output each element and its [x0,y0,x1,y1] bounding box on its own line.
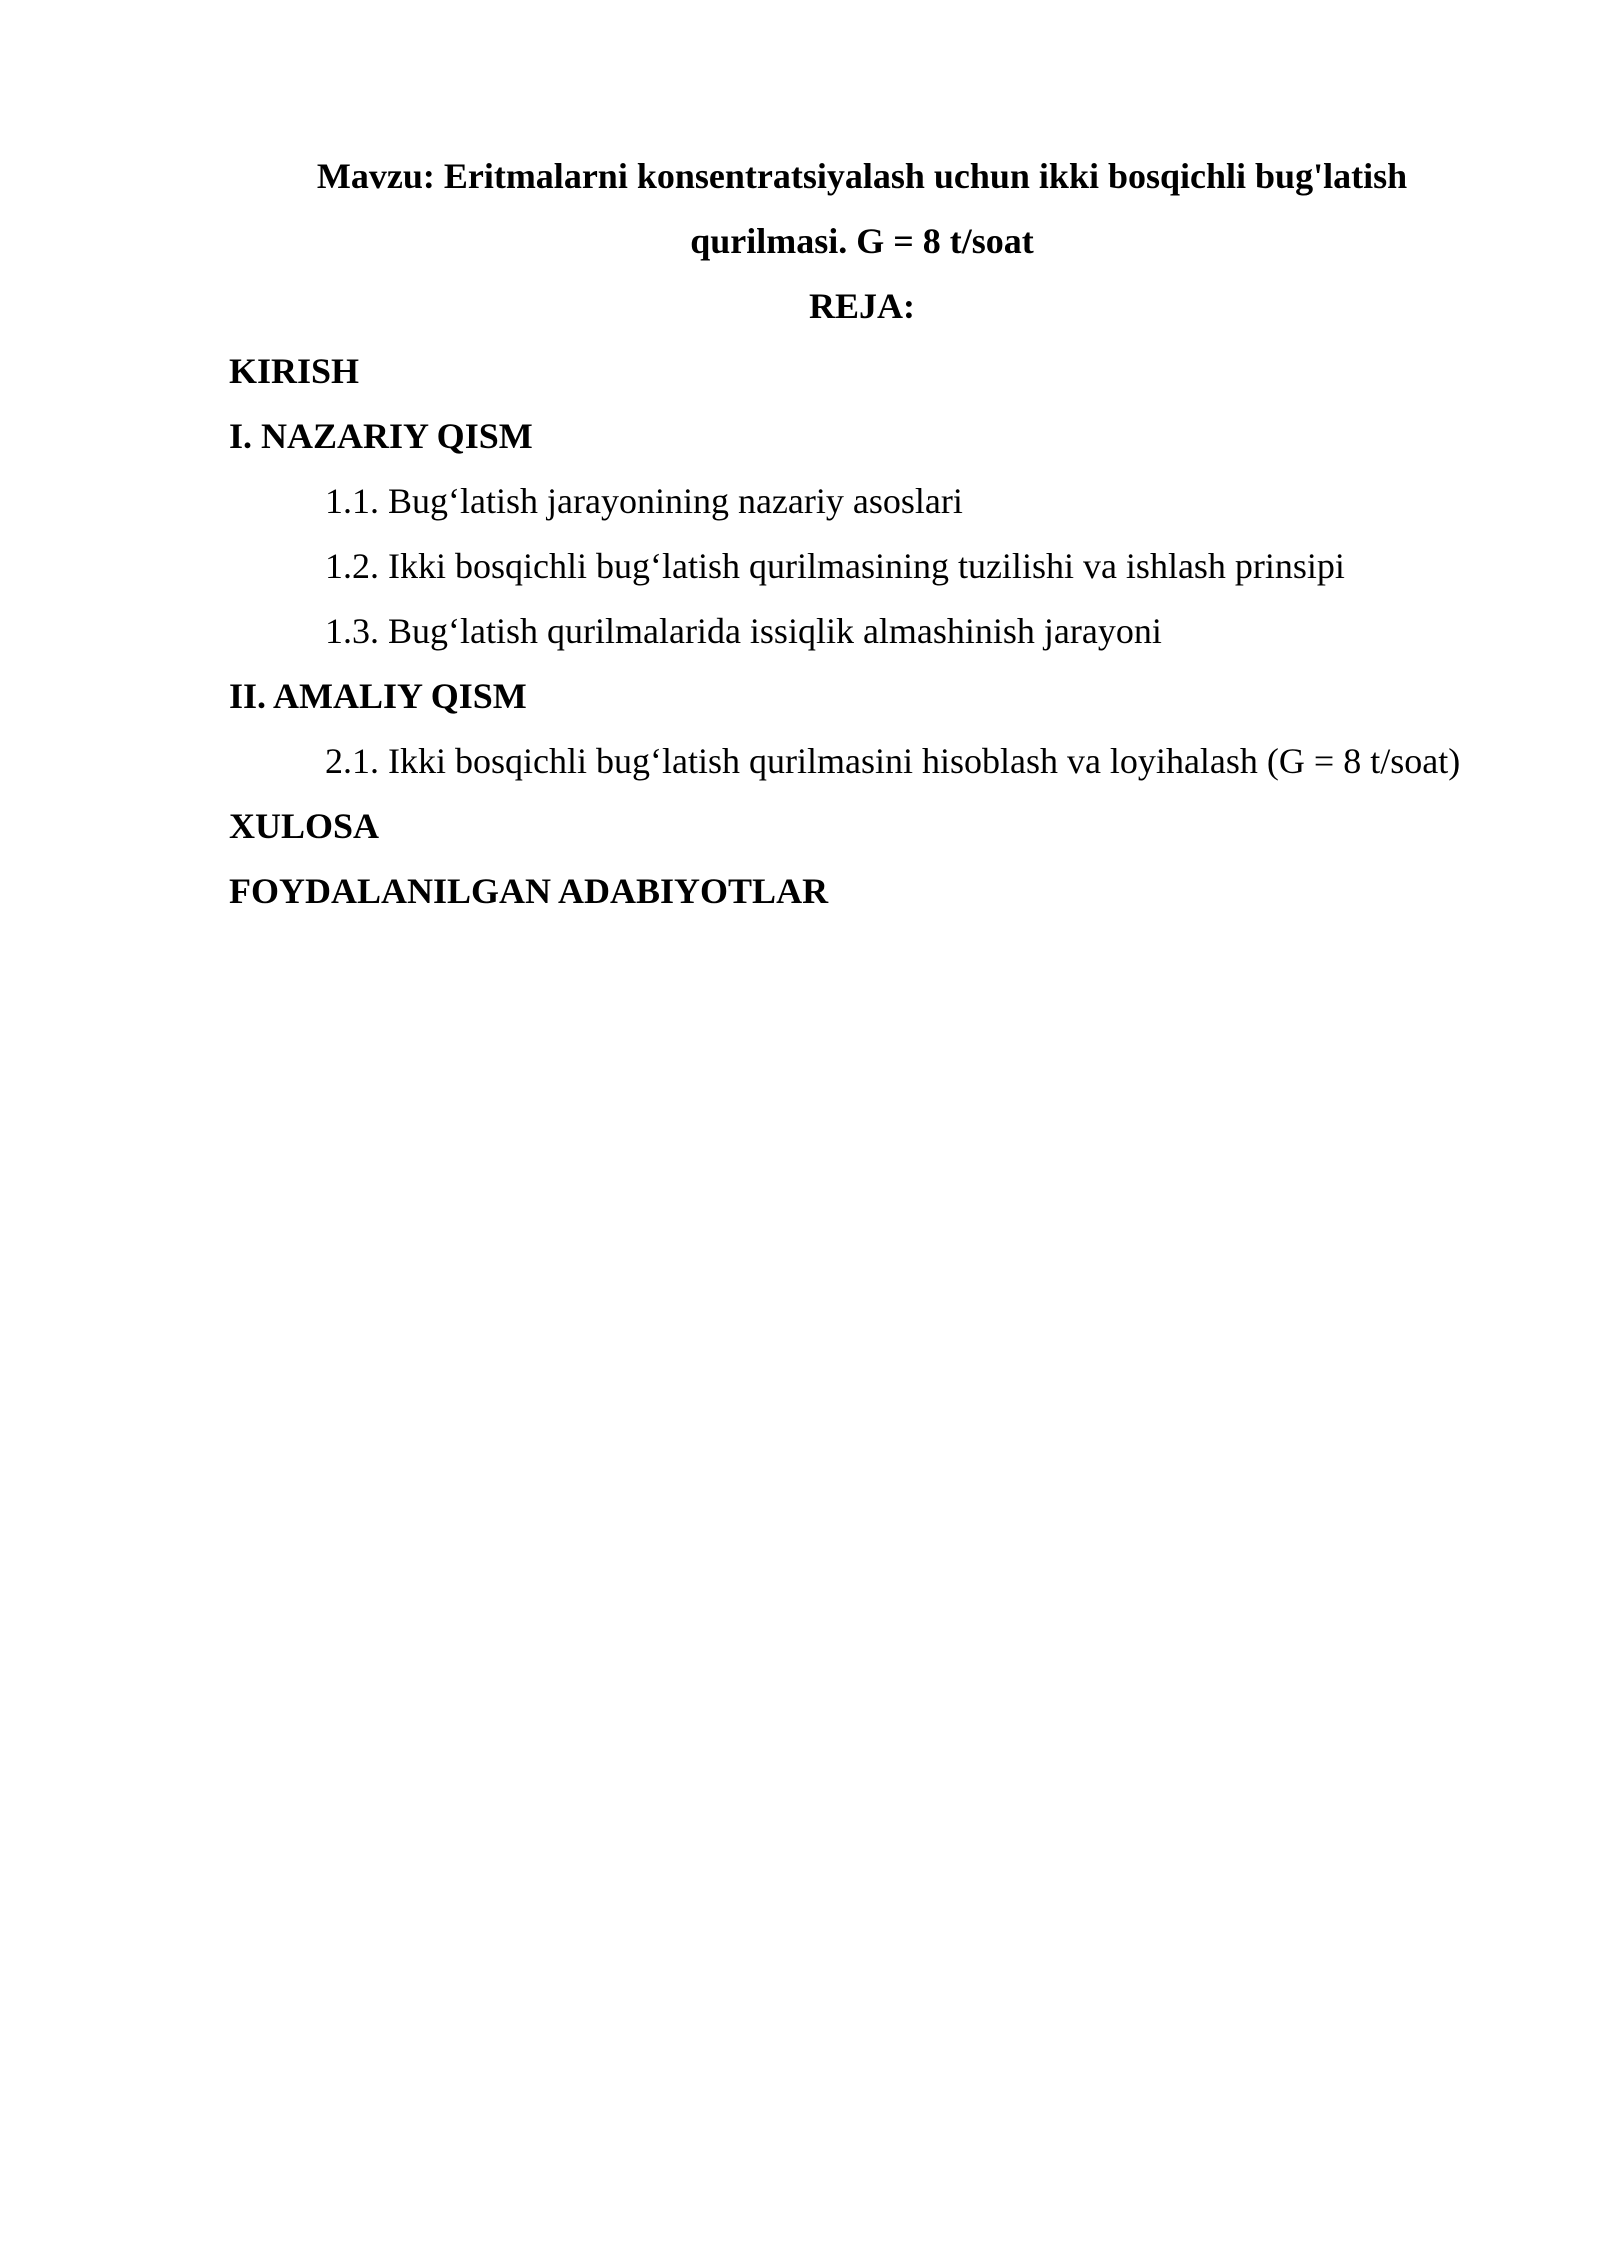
plan-heading: REJA: [809,286,915,326]
section-conclusion: XULOSA [229,806,380,846]
section-practice-heading: II. AMALIY QISM [229,676,527,716]
theory-item-3: 1.3. Bug‘latish qurilmalarida issiqlik almashinish jarayoni [325,611,1162,651]
practice-item-1: 2.1. Ikki bosqichli bug‘latish qurilmasini hisoblash va loyihalash (G = 8 t/soat) [325,741,1461,781]
section-intro: KIRISH [229,351,360,391]
section-references: FOYDALANILGAN ADABIYOTLAR [229,871,829,911]
section-theory-heading: I. NAZARIY QISM [229,416,533,456]
theory-item-2: 1.2. Ikki bosqichli bug‘latish qurilmasining tuzilishi va ishlash prinsipi [325,546,1345,586]
document-title-line-2: qurilmasi. G = 8 t/soat [690,221,1034,261]
document-title-line-1: Mavzu: Eritmalarni konsentratsiyalash uchun ikki bosqichli bug'latish [316,156,1408,196]
document-content [229,144,1519,924]
theory-item-1: 1.1. Bug‘latish jarayonining nazariy asoslari [325,481,963,521]
